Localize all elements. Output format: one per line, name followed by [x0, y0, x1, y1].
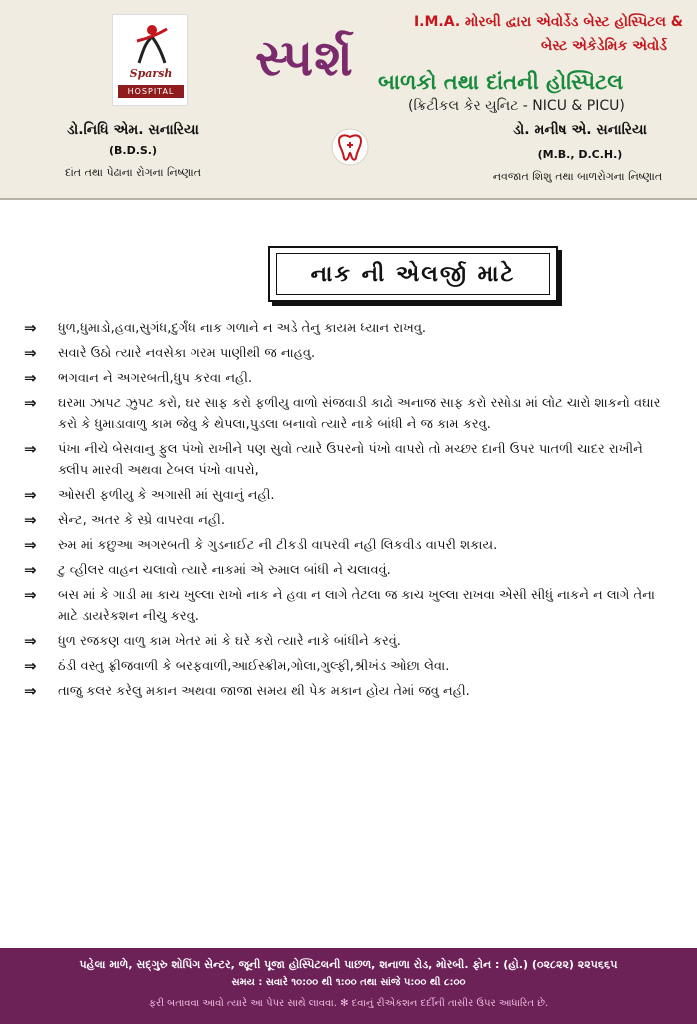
list-item	[24, 368, 674, 389]
letterhead-header	[0, 0, 697, 200]
list-item	[24, 485, 674, 506]
doctor-left-name: ડો.નિધિ એમ. સનારિયા	[67, 122, 199, 138]
letterhead-footer	[0, 948, 697, 1024]
doctor-left-degree: (B.D.S.)	[108, 144, 158, 157]
brand-title: સ્પર્શ	[255, 28, 354, 87]
arrow-icon: ⇒	[24, 561, 37, 579]
doctor-right-name: ડો. મનીષ એ. સનારિયા	[513, 122, 647, 138]
doctor-right-degree: (M.B., D.C.H.)	[537, 148, 623, 161]
list-item	[24, 510, 674, 531]
arrow-icon: ⇒	[24, 394, 37, 412]
hospital-subtitle: (ક્રિટીકલ કેર યુનિટ - NICU & PICU)	[408, 98, 625, 114]
logo-name: Sparsh	[129, 67, 173, 80]
doctor-left-speciality: દાંત તથા પેઢાના રોગના નિષ્ણાત	[64, 166, 202, 179]
instruction-text: ટુ વ્હીલર વાહન ચલાવો ત્યારે નાકમાં એ રુમાલ બાંધી ને ચલાવવું.	[58, 563, 391, 578]
list-item	[24, 585, 674, 627]
instruction-text: પંખા નીચે બેસવાનુ ફુલ પંખો રાખીને પણ સુવો ત્યારે ઉપરનો પંખો વાપરો તો મચ્છર દાની ઉપર પાતળી ચાદર રાખીને ક્લીપ મારવી અથવા ટેબલ પંખો વાપરો,	[58, 442, 643, 478]
list-item	[24, 535, 674, 556]
sparsh-figure-icon	[131, 23, 171, 65]
arrow-icon: ⇒	[24, 486, 37, 504]
instruction-text: તાજુ કલર કરેલુ મકાન અથવા જાજા સમય થી પેક મકાન હોય તેમાં જવુ નહી.	[58, 684, 470, 699]
page-title-frame	[268, 246, 558, 302]
instruction-text: રુમ માં કછુઆ અગરબતી કે ગુડનાઈટ ની ટીકડી વાપરવી નહી લિકવીડ વાપરી શકાય.	[58, 538, 498, 553]
instruction-text: ઠંડી વસ્તુ ફ્રીજવાળી કે બરફવાળી,આઈસ્ક્રીમ,ગોલા,ગુલ્ફી,શ્રીખંડ ઓછા લેવા.	[58, 659, 450, 674]
footer-timing: સમય : સવારે ૧૦:૦૦ થી ૧:૦૦ તથા સાંજે ૫:૦૦ થી ૮:૦૦	[231, 977, 466, 988]
arrow-icon: ⇒	[24, 440, 37, 458]
list-item	[24, 318, 674, 339]
list-item	[24, 393, 674, 435]
instruction-text: ધુળ,ધુમાડો,હવા,સુગંધ,દુર્ગંધ નાક ગળાને ન અડે તેનુ કાયમ ધ્યાન રાખવુ.	[58, 321, 427, 336]
tooth-logo-icon	[330, 127, 370, 167]
list-item	[24, 343, 674, 364]
instruction-text: ઘરમા ઝાપટ ઝુપટ કરો, ઘર સાફ કરો ફળીયુ વાળો સંજવાડી કાઢો અનાજ સાફ કરો રસોડા માં લોટ ચારો શાકનો વઘાર કરો કે ધુમાડાવાળુ કામ જેવુ કે થેપલા,પુડલા બનાવો ત્યારે નાકે બાંધી ને જ કામ કરવુ.	[58, 396, 661, 432]
logo-subtitle: HOSPITAL	[118, 85, 184, 98]
list-item	[24, 439, 674, 481]
instruction-text: ઓસરી ફળીયુ કે અગાસી માં સુવાનું નહી.	[58, 488, 275, 503]
award-line-1: I.M.A. મોરબી દ્વારા એવોર્ડેડ બેસ્ટ હોસ્પિટલ &	[413, 14, 683, 30]
hospital-name: બાળકો તથા દાંતની હોસ્પિટલ	[378, 70, 624, 94]
list-item	[24, 560, 674, 581]
list-item	[24, 631, 674, 652]
award-line-2: બેસ્ટ એકેડેમિક એવોર્ડ	[540, 38, 667, 54]
arrow-icon: ⇒	[24, 536, 37, 554]
page-title: નાક ની એલર્જી માટે	[276, 253, 550, 295]
instruction-text: સેન્ટ, અતર કે સ્પ્રે વાપરવા નહી.	[58, 513, 226, 528]
arrow-icon: ⇒	[24, 319, 37, 337]
arrow-icon: ⇒	[24, 632, 37, 650]
footer-note: ફરી બતાવવા આવો ત્યારે આ પેપર સાથે લાવવા. ✻ દવાનું રીએકશન દર્દીની તાસીર ઉપર આધારિત છે.	[148, 998, 549, 1009]
instruction-text: બસ માં કે ગાડી મા કાચ ખુલ્લા રાખો નાક ને હવા ન લાગે તેટલા જ કાચ ખુલ્લા રાખવા એસી સીધું નાકને ન લાગે તેના માટે ડાયરેકશન નીચુ કરવુ.	[58, 588, 655, 624]
list-item	[24, 681, 674, 702]
arrow-icon: ⇒	[24, 369, 37, 387]
list-item	[24, 656, 674, 677]
arrow-icon: ⇒	[24, 657, 37, 675]
instruction-list	[24, 318, 674, 706]
footer-address: પહેલા માળે, સદ્ગુરુ શોપિંગ સેન્ટર, જૂની પૂજા હોસ્પિટલની પાછળ, શનાળા રોડ, મોરબી. ફોન : (હો.) (૦૨૮૨૨) ૨૨૫૬૬૫	[79, 958, 618, 971]
arrow-icon: ⇒	[24, 344, 37, 362]
instruction-text: ભગવાન ને અગરબતી,ધુપ કરવા નહી.	[58, 371, 253, 386]
hospital-logo	[112, 14, 188, 106]
arrow-icon: ⇒	[24, 682, 37, 700]
doctor-right-speciality: નવજાત શિશુ તથા બાળરોગના નિષ્ણાત	[492, 170, 663, 183]
arrow-icon: ⇒	[24, 511, 37, 529]
instruction-text: સવારે ઉઠો ત્યારે નવસેકા ગરમ પાણીથી જ નાહવુ.	[58, 346, 316, 361]
arrow-icon: ⇒	[24, 586, 37, 604]
instruction-text: ધુળ રજકણ વાળુ કામ ખેતર માં કે ઘરે કરો ત્યારે નાકે બાંધીને કરવું.	[58, 634, 401, 649]
